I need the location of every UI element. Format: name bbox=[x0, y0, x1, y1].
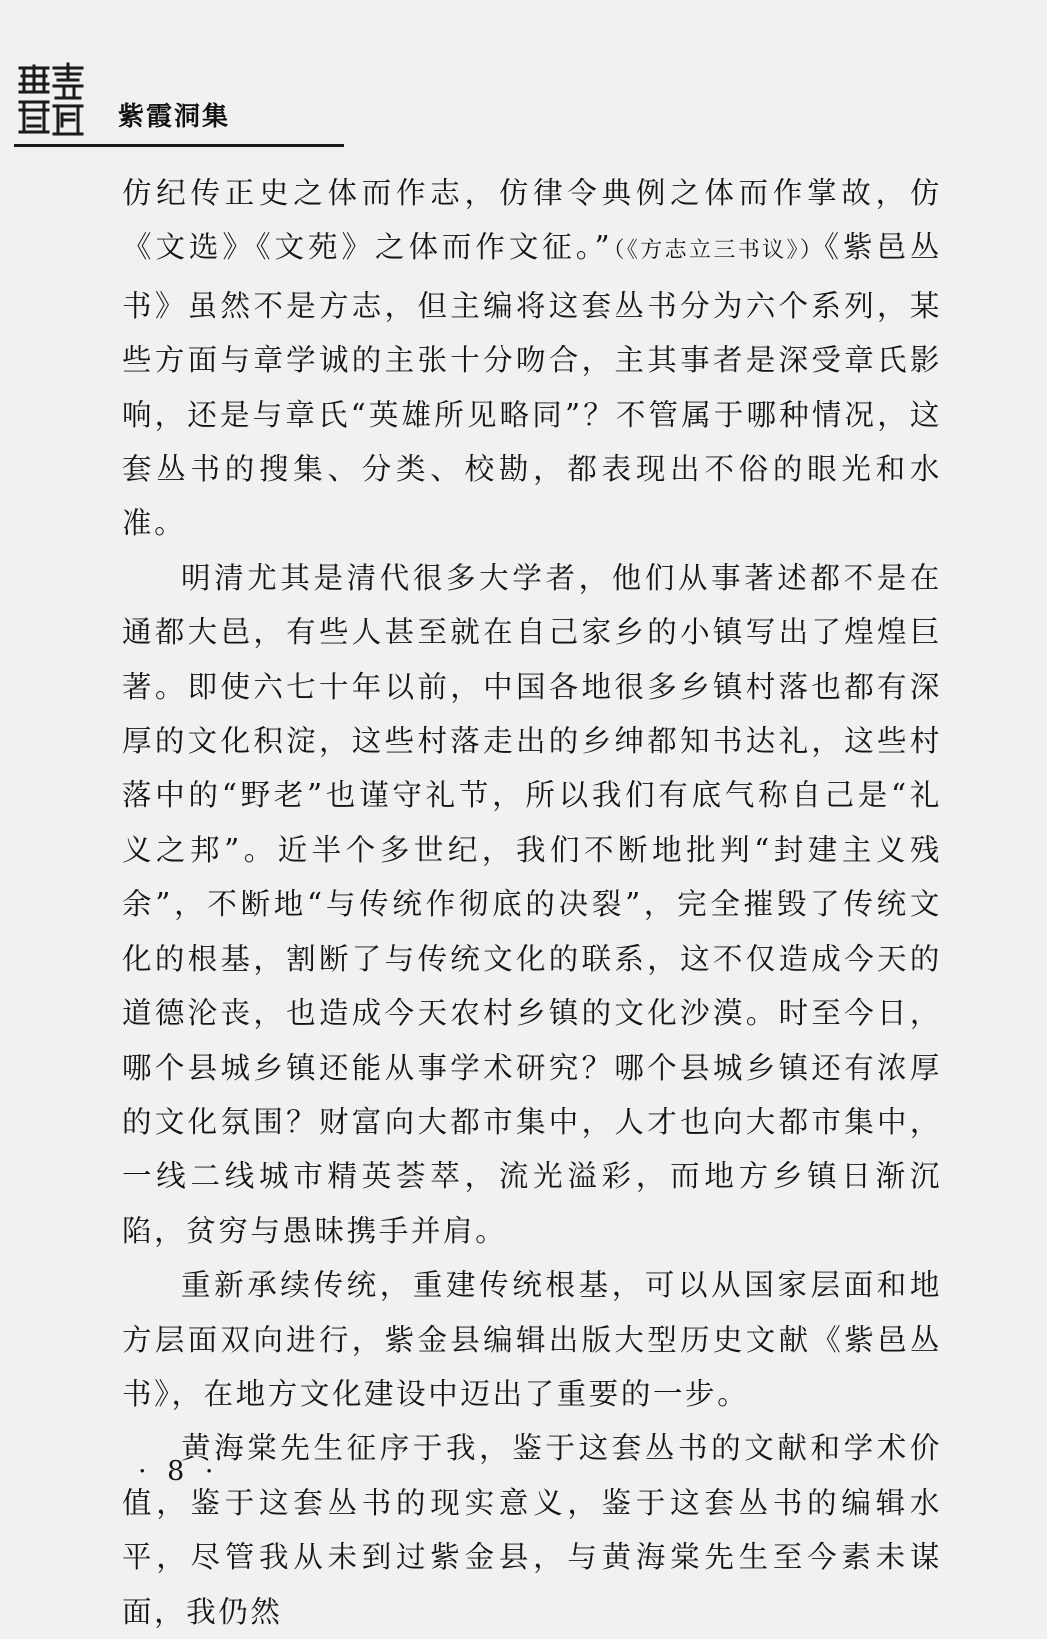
paragraph-3: 重新承续传统，重建传统根基，可以从国家层面和地方层面双向进行，紫金县编辑出版大型历史文献《紫邑丛书》，在地方文化建设中迈出了重要的一步。 bbox=[122, 1268, 942, 1411]
inline-citation: （《方志立三书议》） bbox=[612, 238, 825, 264]
paragraph-1-text-b: 《紫邑丛书》虽然不是方志，但主编将这套丛书分为六个系列，某些方面与章学诚的主张十分吻合，主其事者是深受章氏影响，还是与章氏“英雄所见略同”？不管属于哪种情况，这套丛书的搜集、分类、校勘，都表现出不俗的眼光和水准。 bbox=[122, 230, 942, 541]
body-text bbox=[122, 166, 942, 1639]
header-rule bbox=[14, 144, 344, 147]
paragraph-1-text-a: 仿纪传正史之体而作志，仿律令典例之体而作掌故，仿《文选》《文苑》之体而作文征。” bbox=[122, 176, 942, 265]
seal-stamp-icon bbox=[14, 62, 88, 138]
running-head-book-title: 紫霞洞集 bbox=[118, 102, 231, 132]
paragraph-2: 明清尤其是清代很多大学者，他们从事著述都不是在通都大邑，有些人甚至就在自己家乡的小镇写出了煌煌巨著。即使六七十年以前，中国各地很多乡镇村落也都有深厚的文化积淀，这些村落走出的乡绅都知书达礼，这些村落中的“野老”也谨守礼节，所以我们有底气称自己是“礼义之邦”。近半个多世纪，我们不断地批判“封建主义残余”，不断地“与传统作彻底的决裂”，完全摧毁了传统文化的根基，割断了与传统文化的联系，这不仅造成今天的道德沦丧，也造成今天农村乡镇的文化沙漠。时至今日，哪个县城乡镇还能从事学术研究？哪个县城乡镇还有浓厚的文化氛围？财富向大都市集中，人才也向大都市集中，一线二线城市精英荟萃，流光溢彩，而地方乡镇日渐沉陷，贫穷与愚昧携手并肩。 bbox=[122, 560, 942, 1248]
page-number: · 8 · bbox=[138, 1456, 220, 1487]
paragraph-4: 黄海棠先生征序于我，鉴于这套丛书的文献和学术价值，鉴于这套丛书的现实意义，鉴于这套丛书的编辑水平，尽管我从未到过紫金县，与黄海棠先生至今素未谋面，我仍然 bbox=[122, 1431, 942, 1629]
paragraph-1 bbox=[122, 166, 942, 551]
